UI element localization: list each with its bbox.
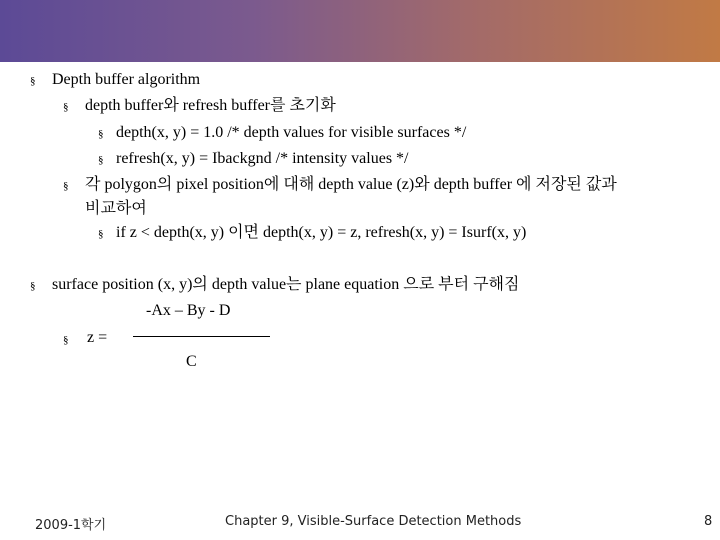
bullet-text-depth-init: depth(x, y) = 1.0 /* depth values for visible surfaces */ xyxy=(116,124,467,141)
fraction-bar xyxy=(133,336,270,337)
bullet-text-depth-buffer-algorithm: Depth buffer algorithm xyxy=(52,71,201,88)
bullet-marker: § xyxy=(63,180,69,192)
bullet-marker: § xyxy=(63,101,69,113)
bullet-text-if-condition: if z < depth(x, y) 이면 depth(x, y) = z, refresh(x, y) = Isurf(x, y) xyxy=(116,224,527,241)
bullet-marker: § xyxy=(30,280,36,292)
footer-page-number: 8 xyxy=(704,514,713,529)
bullet-text-refresh-init: refresh(x, y) = Ibackgnd /* intensity values */ xyxy=(116,150,409,167)
footer-chapter-title: Chapter 9, Visible-Surface Detection Methods xyxy=(225,514,522,529)
header-banner xyxy=(0,0,720,62)
equation-numerator: -Ax – By - D xyxy=(146,302,231,319)
bullet-text-compare-continuation: 비교하여 xyxy=(85,200,147,217)
bullet-marker: § xyxy=(98,128,104,140)
bullet-text-initialize-buffers: depth buffer와 refresh buffer를 초기화 xyxy=(85,97,336,114)
bullet-text-compare-depth: 각 polygon의 pixel position에 대해 depth value (z)와 depth buffer 에 저장된 값과 xyxy=(85,176,617,193)
equation-denominator: C xyxy=(186,353,197,370)
bullet-marker: § xyxy=(30,75,36,87)
bullet-marker: § xyxy=(63,334,69,346)
bullet-marker: § xyxy=(98,154,104,166)
bullet-marker: § xyxy=(98,228,104,240)
bullet-text-plane-equation: surface position (x, y)의 depth value는 plane equation 으로 부터 구해짐 xyxy=(52,276,520,293)
equation-lhs: z = xyxy=(87,329,108,346)
footer-semester: 2009-1학기 xyxy=(35,518,107,533)
